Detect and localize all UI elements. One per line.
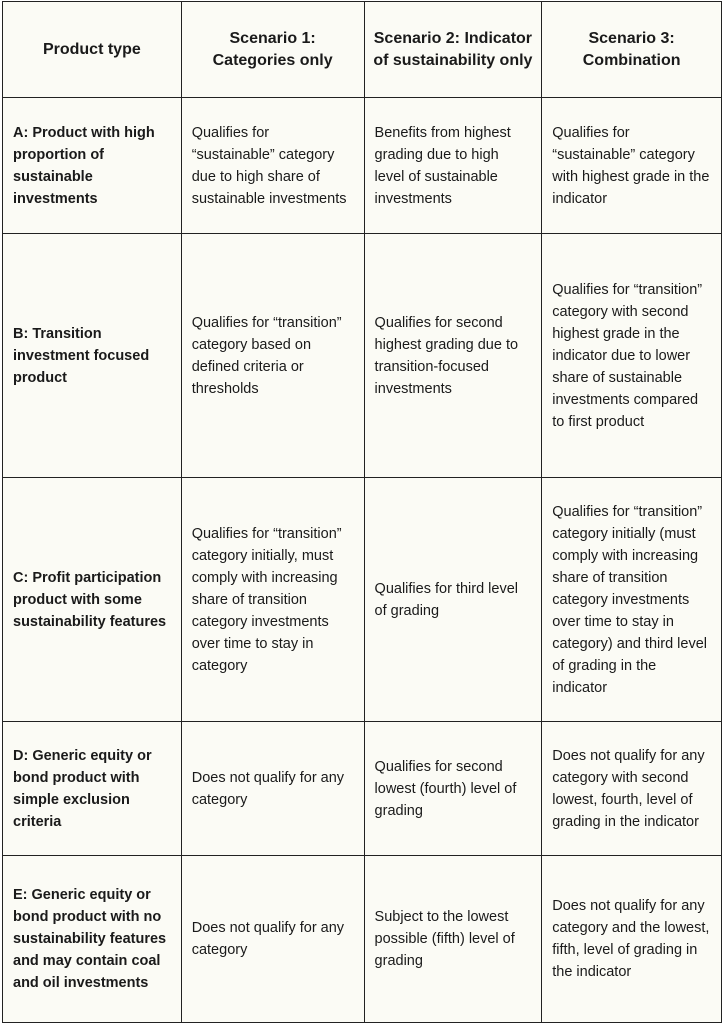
scenario-3-cell: Qualifies for “transition” category with second highest grade in the indicator due to lower share of sustainable investments compared to first product (542, 234, 722, 478)
header-product-type: Product type (3, 2, 182, 98)
scenario-3-cell: Qualifies for “transition” category initially (must comply with increasing share of transition category investments over time to stay in category) and third level of grading in the indicator (542, 478, 722, 722)
comparison-table (2, 1, 722, 1023)
header-scenario-2: Scenario 2: Indicator of sustainability only (364, 2, 542, 98)
product-type-cell: C: Profit participation product with some sustainability features (3, 478, 182, 722)
product-type-cell: E: Generic equity or bond product with no sustainability features and may contain coal and oil investments (3, 856, 182, 1023)
product-type-cell: B: Transition investment focused product (3, 234, 182, 478)
scenario-1-cell: Qualifies for “transition” category based on defined criteria or thresholds (181, 234, 364, 478)
scenario-2-cell: Qualifies for third level of grading (364, 478, 542, 722)
scenario-1-cell: Qualifies for “sustainable” category due to high share of sustainable investments (181, 98, 364, 234)
header-scenario-3: Scenario 3: Combination (542, 2, 722, 98)
scenario-3-cell: Does not qualify for any category with second lowest, fourth, level of grading in the indicator (542, 722, 722, 856)
scenario-1-cell: Does not qualify for any category (181, 856, 364, 1023)
scenario-2-cell: Qualifies for second highest grading due to transition-focused investments (364, 234, 542, 478)
header-row (3, 2, 722, 98)
scenario-3-cell: Does not qualify for any category and the lowest, fifth, level of grading in the indicator (542, 856, 722, 1023)
product-type-cell: A: Product with high proportion of sustainable investments (3, 98, 182, 234)
scenario-2-cell: Qualifies for second lowest (fourth) level of grading (364, 722, 542, 856)
scenario-2-cell: Benefits from highest grading due to high level of sustainable investments (364, 98, 542, 234)
scenario-1-cell: Does not qualify for any category (181, 722, 364, 856)
table-row (3, 722, 722, 856)
header-scenario-1: Scenario 1: Categories only (181, 2, 364, 98)
scenario-1-cell: Qualifies for “transition” category initially, must comply with increasing share of transition category investments over time to stay in category (181, 478, 364, 722)
table-row (3, 856, 722, 1023)
table-row (3, 234, 722, 478)
product-type-cell: D: Generic equity or bond product with simple exclusion criteria (3, 722, 182, 856)
table-row (3, 478, 722, 722)
table-row (3, 98, 722, 234)
scenario-2-cell: Subject to the lowest possible (fifth) level of grading (364, 856, 542, 1023)
scenario-3-cell: Qualifies for “sustainable” category with highest grade in the indicator (542, 98, 722, 234)
